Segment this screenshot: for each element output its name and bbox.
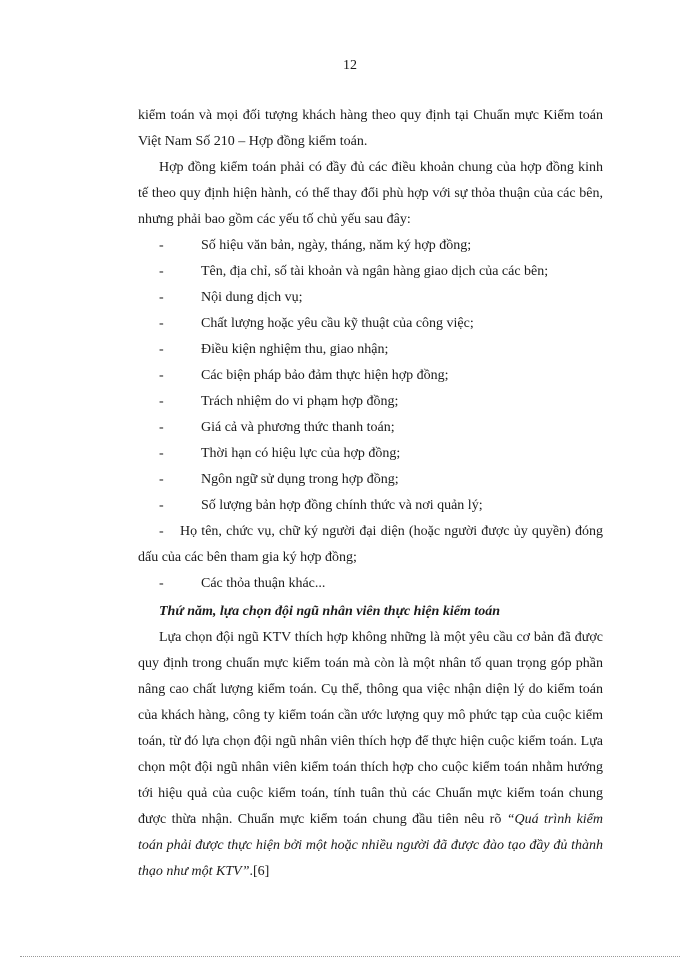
- paragraph-1: kiểm toán và mọi đối tượng khách hàng theo quy định tại Chuẩn mực Kiểm toán Việt Nam Số 210 – Hợp đồng kiểm toán.: [138, 108, 603, 149]
- bullet-dash: -: [159, 238, 164, 253]
- paragraph-3: [138, 625, 603, 885]
- list-item-text: Họ tên, chức vụ, chữ ký người đại diện (hoặc người được ủy quyền) đóng dấu của các bên tham gia ký hợp đồng;: [138, 524, 603, 565]
- section-heading: Thứ năm, lựa chọn đội ngũ nhân viên thực hiện kiểm toán: [159, 604, 501, 619]
- list-item: [138, 259, 603, 285]
- footer-divider: [20, 956, 680, 957]
- list-item-text: Trách nhiệm do vi phạm hợp đồng;: [201, 394, 399, 409]
- bullet-dash: -: [159, 446, 164, 461]
- list-item-text: Giá cả và phương thức thanh toán;: [201, 420, 395, 435]
- list-item-text: Các biện pháp bảo đảm thực hiện hợp đồng;: [201, 368, 449, 383]
- bullet-dash: -: [159, 420, 164, 435]
- list-item-text: Nội dung dịch vụ;: [201, 290, 303, 305]
- bullet-dash: -: [159, 264, 164, 279]
- bullet-dash: -: [159, 498, 164, 513]
- page-number: 12: [343, 58, 357, 73]
- list-item: [138, 285, 603, 311]
- bullet-dash: -: [159, 290, 164, 305]
- list-item-wrapped: [138, 519, 603, 571]
- list-item: [138, 467, 603, 493]
- bullet-dash: -: [159, 394, 164, 409]
- bullet-dash: -: [159, 576, 164, 591]
- list-item-text: Ngôn ngữ sử dụng trong hợp đồng;: [201, 472, 399, 487]
- paragraph-2: Hợp đồng kiểm toán phải có đầy đủ các điều khoản chung của hợp đồng kinh tế theo quy định hiện hành, có thể thay đổi phù hợp với sự thỏa thuận của các bên, nhưng phải bao gồm các yếu tố chủ yếu sau đây:: [138, 160, 603, 227]
- bullet-dash: -: [159, 316, 164, 331]
- paragraph-3-text: Lựa chọn đội ngũ KTV thích hợp không những là một yêu cầu cơ bản đã được quy định trong chuẩn mực kiểm toán mà còn là một nhân tố quan trọng góp phần nâng cao chất lượng kiểm toán. Cụ thể, thông qua việc nhận diện lý do kiểm toán của khách hàng, công ty kiểm toán cần ước lượng quy mô phức tạp của cuộc kiểm toán, từ đó lựa chọn đội ngũ nhân viên thích hợp để thực hiện cuộc kiểm toán. Lựa chọn một đội ngũ nhân viên kiểm toán thích hợp cho cuộc kiểm toán nhằm hướng tới hiệu quả của cuộc kiểm toán, tính tuân thủ các Chuẩn mực kiểm toán chung được thừa nhận. Chuẩn mực kiểm toán chung đầu tiên nêu rõ: [138, 630, 603, 827]
- list-item: [138, 337, 603, 363]
- bullet-dash: -: [159, 342, 164, 357]
- bullet-dash: -: [159, 524, 164, 539]
- list-item-last: [138, 571, 603, 597]
- list-item-text: Thời hạn có hiệu lực của hợp đồng;: [201, 446, 401, 461]
- document-body: [138, 103, 603, 885]
- citation: .[6]: [249, 864, 270, 879]
- list-item: [138, 233, 603, 259]
- list-item: [138, 415, 603, 441]
- list-item-text: Tên, địa chỉ, số tài khoản và ngân hàng giao dịch của các bên;: [201, 264, 549, 279]
- list-item-text: Chất lượng hoặc yêu cầu kỹ thuật của công việc;: [201, 316, 474, 331]
- list-item-text: Các thỏa thuận khác...: [201, 576, 326, 591]
- contract-elements-list: [138, 233, 603, 519]
- list-item: [138, 363, 603, 389]
- list-item: [138, 493, 603, 519]
- list-item-text: Số lượng bản hợp đồng chính thức và nơi quản lý;: [201, 498, 483, 513]
- list-item-text: Điều kiện nghiệm thu, giao nhận;: [201, 342, 389, 357]
- list-item: [138, 311, 603, 337]
- list-item-text: Số hiệu văn bản, ngày, tháng, năm ký hợp đồng;: [201, 238, 472, 253]
- list-item: [138, 441, 603, 467]
- list-item: [138, 389, 603, 415]
- quote-text: “Quá trình kiểm toán phải được thực hiện bởi một hoặc nhiều người đã được đào tạo đầy đủ thành thạo như một KTV”: [138, 812, 603, 879]
- bullet-dash: -: [159, 472, 164, 487]
- bullet-dash: -: [159, 368, 164, 383]
